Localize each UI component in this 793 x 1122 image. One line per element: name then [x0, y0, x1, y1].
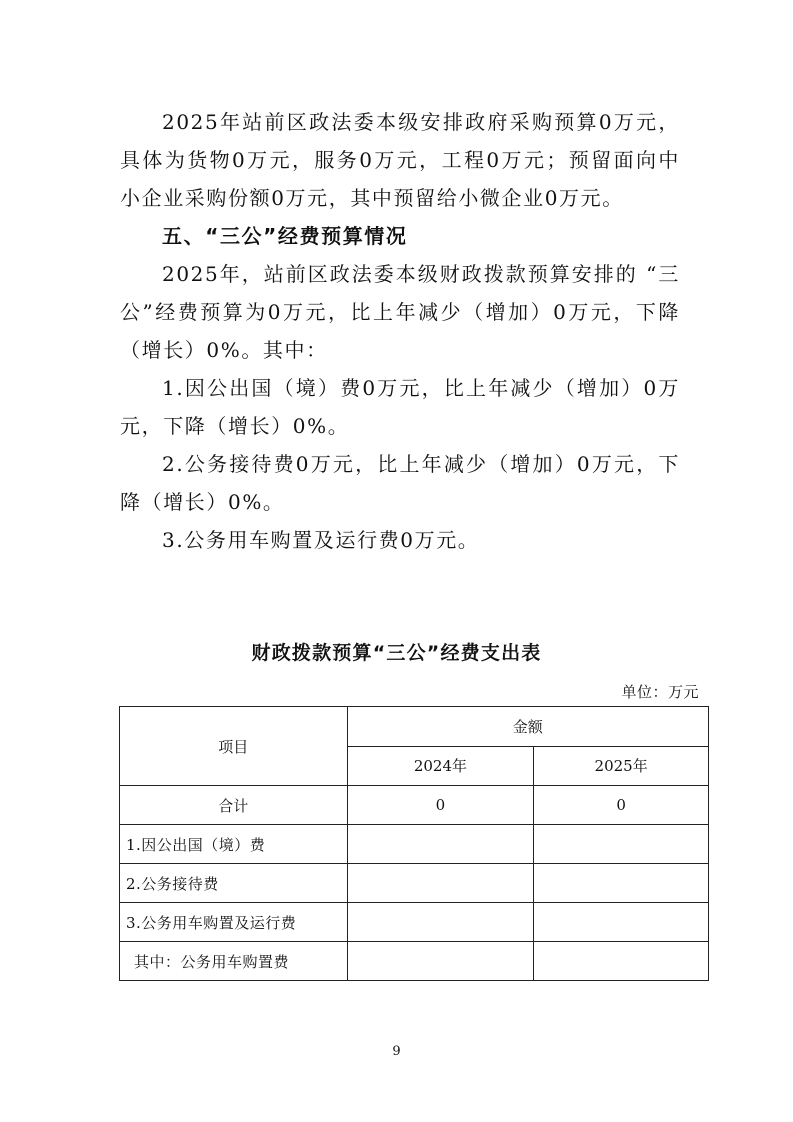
row-label: 其中：公务用车购置费: [120, 942, 348, 981]
paragraph-reception: 2.公务接待费0万元，比上年减少（增加）0万元，下降（增长）0%。: [120, 452, 680, 514]
table-row: [120, 825, 709, 864]
paragraph-overseas-travel: 1.因公出国（境）费0万元，比上年减少（增加）0万元，下降（增长）0%。: [120, 376, 680, 438]
paragraph-vehicles: 3.公务用车购置及运行费0万元。: [162, 528, 480, 552]
table-row: [120, 942, 709, 981]
table-row: [120, 903, 709, 942]
body-text: [120, 103, 680, 559]
row-label: 2.公务接待费: [120, 864, 348, 903]
budget-table: [119, 706, 709, 981]
row-value-2024: [347, 903, 534, 942]
row-value-2024: [347, 864, 534, 903]
row-label: 1.因公出国（境）费: [120, 825, 348, 864]
table-row: [120, 786, 709, 825]
row-value-2025: [534, 942, 709, 981]
paragraph-three-public-summary: 2025年，站前区政法委本级财政拨款预算安排的 “三公”经费预算为0万元，比上年减少（增加）0万元，下降（增长）0%。其中：: [120, 262, 680, 362]
row-value-2025: [534, 825, 709, 864]
table-row: [120, 864, 709, 903]
section-heading: 五、“三公”经费预算情况: [162, 224, 408, 248]
row-label: 合计: [120, 786, 348, 825]
header-year-2025: 2025年: [534, 746, 709, 786]
header-year-2024: 2024年: [347, 746, 534, 786]
row-value-2024: [347, 825, 534, 864]
header-item: 项目: [120, 707, 348, 786]
row-label: 3.公务用车购置及运行费: [120, 903, 348, 942]
table-header-row: [120, 707, 709, 747]
table-unit: 单位：万元: [621, 683, 699, 701]
paragraph-procurement: 2025年站前区政法委本级安排政府采购预算0万元，具体为货物0万元，服务0万元，工程0万元；预留面向中小企业采购份额0万元，其中预留给小微企业0万元。: [120, 110, 680, 210]
row-value-2024: [347, 942, 534, 981]
row-value-2025: [534, 864, 709, 903]
row-value-2024: 0: [347, 786, 534, 825]
table-title: 财政拨款预算“三公”经费支出表: [251, 642, 542, 664]
header-amount: 金额: [347, 707, 708, 747]
page-number: 9: [392, 1044, 401, 1059]
row-value-2025: [534, 903, 709, 942]
row-value-2025: 0: [534, 786, 709, 825]
